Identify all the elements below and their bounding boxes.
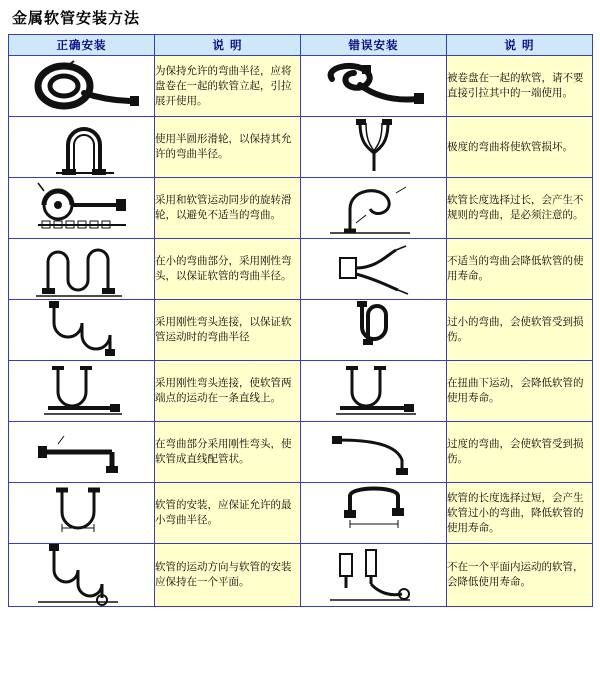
excessive-bend-figure: [301, 422, 447, 483]
description-text: 使用半圆形滑轮，以保持其允许的弯曲半径。: [155, 117, 301, 178]
twisted-bend-figure: [301, 361, 447, 422]
column-header-wrong-install: 错误安装: [301, 35, 447, 56]
description-text: 采用刚性弯头连接，使软管两端点的运动在一条直线上。: [155, 361, 301, 422]
description-text: 不在一个平面内运动的软管，会降低使用寿命。: [447, 544, 593, 607]
straight-pipe-elbow-figure: [9, 422, 155, 483]
table-row: [9, 483, 593, 544]
description-text: 在扭曲下运动，会降低软管的使用寿命。: [447, 361, 593, 422]
description-text: 在弯曲部分采用刚性弯头，使软管成直线配管状。: [155, 422, 301, 483]
table-row: [9, 422, 593, 483]
rigid-elbow-u-bend-figure: [9, 300, 155, 361]
column-header-correct-install: 正确安装: [9, 35, 155, 56]
semicircle-guide-figure: [9, 117, 155, 178]
description-text: 采用刚性弯头连接，以保证软管运动时的弯曲半径: [155, 300, 301, 361]
table-header-row: [9, 35, 593, 56]
table-row: [9, 56, 593, 117]
table-row: [9, 239, 593, 300]
minimum-bend-radius-figure: [9, 483, 155, 544]
improper-bend-figure: [301, 239, 447, 300]
sharp-bend-figure: [301, 117, 447, 178]
description-text: 软管的安装，应保证允许的最小弯曲半径。: [155, 483, 301, 544]
coiled-hose-standing-figure: [9, 56, 155, 117]
rotating-pulley-chain-figure: [9, 178, 155, 239]
table-row: [9, 178, 593, 239]
table-row: [9, 361, 593, 422]
description-text: 软管的长度选择过短，会产生软管过小的弯曲，降低软管的使用寿命。: [447, 483, 593, 544]
table-row: [9, 300, 593, 361]
rigid-elbow-small-bend-figure: [9, 239, 155, 300]
description-text: 过小的弯曲，会使软管受到损伤。: [447, 300, 593, 361]
coiled-hose-pulled-figure: [301, 56, 447, 117]
same-plane-motion-figure: [9, 544, 155, 607]
page-title: 金属软管安装方法: [12, 9, 141, 27]
description-text: 软管的运动方向与软管的安装应保持在一个平面。: [155, 544, 301, 607]
hose-installation-table: [8, 34, 593, 607]
column-header-wrong-desc: 说 明: [447, 35, 593, 56]
table-row: [9, 117, 593, 178]
out-of-plane-motion-figure: [301, 544, 447, 607]
description-text: 不适当的弯曲会降低软管的使用寿命。: [447, 239, 593, 300]
rigid-elbow-straight-ends-figure: [9, 361, 155, 422]
description-text: 采用和软管运动同步的旋转滑轮，以避免不适当的弯曲。: [155, 178, 301, 239]
long-hose-irregular-bend-figure: [301, 178, 447, 239]
too-long-hose-figure: [301, 483, 447, 544]
too-small-bend-figure: [301, 300, 447, 361]
table-row: [9, 544, 593, 607]
description-text: 在小的弯曲部分，采用刚性弯头，以保证软管的弯曲半径。: [155, 239, 301, 300]
column-header-correct-desc: 说 明: [155, 35, 301, 56]
description-text: 被卷盘在一起的软管，请不要直接引拉其中的一端使用。: [447, 56, 593, 117]
description-text: 极度的弯曲将使软管损坏。: [447, 117, 593, 178]
description-text: 软管长度选择过长，会产生不规则的弯曲，是必须注意的。: [447, 178, 593, 239]
description-text: 为保持允许的弯曲半径，应将盘卷在一起的软管立起，引拉展开使用。: [155, 56, 301, 117]
description-text: 过度的弯曲，会使软管受到损伤。: [447, 422, 593, 483]
